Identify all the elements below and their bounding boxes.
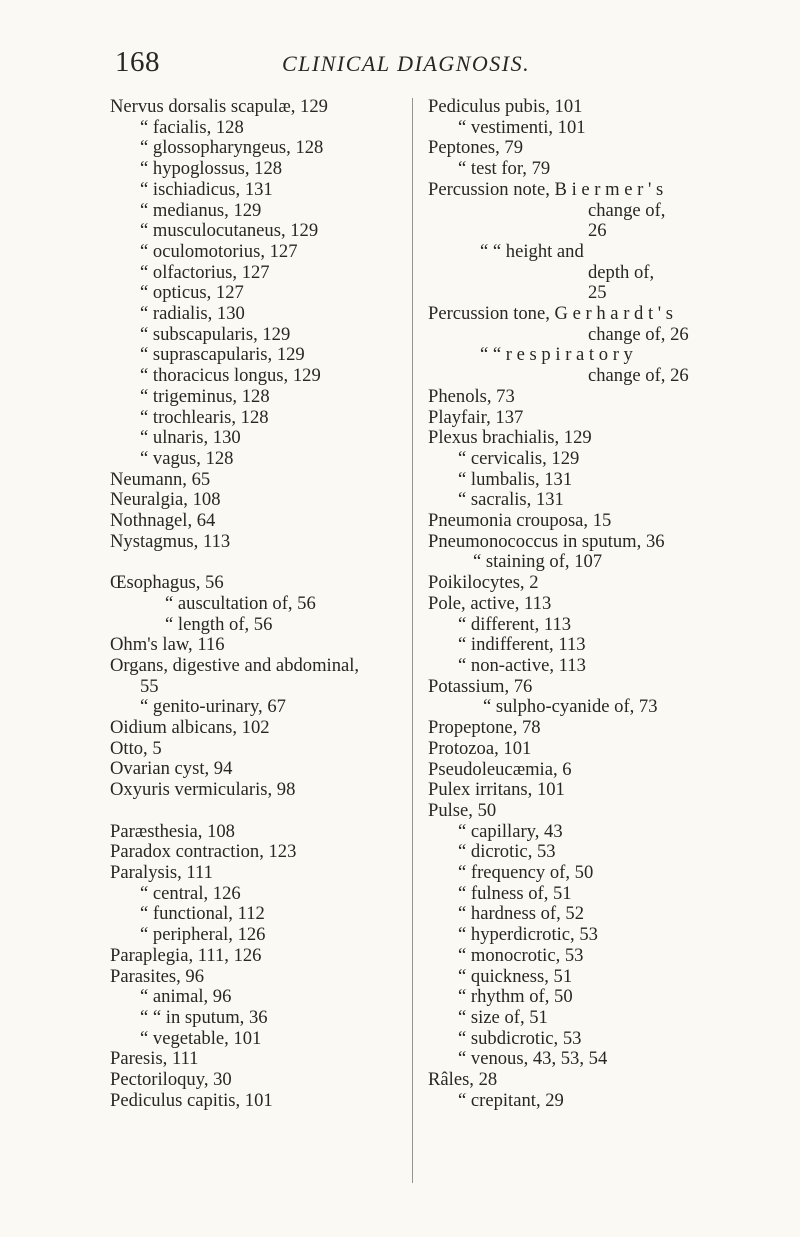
index-entry: Pneumonia crouposa, 15 bbox=[428, 510, 612, 532]
index-entry: “ suprascapularis, 129 bbox=[140, 344, 305, 366]
index-entry: “ venous, 43, 53, 54 bbox=[458, 1048, 608, 1070]
page-number: 168 bbox=[115, 46, 160, 78]
index-entry: Otto, 5 bbox=[110, 737, 162, 759]
column-divider bbox=[412, 98, 413, 1183]
index-entry: Phenols, 73 bbox=[428, 385, 515, 407]
index-entry: Râles, 28 bbox=[428, 1069, 498, 1091]
index-entry: “ frequency of, 50 bbox=[458, 862, 594, 884]
index-entry: “ animal, 96 bbox=[140, 986, 232, 1008]
index-entry: “ quickness, 51 bbox=[458, 965, 573, 987]
index-entry: Percussion tone, G e r h a r d t ' s bbox=[428, 303, 674, 325]
index-entry: “ hyperdicrotic, 53 bbox=[458, 924, 598, 946]
index-entry: “ test for, 79 bbox=[458, 158, 551, 180]
index-entry: “ trigeminus, 128 bbox=[140, 385, 270, 407]
index-entry: “ capillary, 43 bbox=[458, 820, 563, 842]
index-entry: “ radialis, 130 bbox=[140, 303, 245, 325]
index-entry: “ rhythm of, 50 bbox=[458, 986, 573, 1008]
index-entry: “ peripheral, 126 bbox=[140, 924, 266, 946]
index-entry: change of, bbox=[588, 199, 666, 221]
index-entry: Poikilocytes, 2 bbox=[428, 572, 539, 594]
index-entry: Paræsthesia, 108 bbox=[110, 820, 235, 842]
index-entry: “ medianus, 129 bbox=[140, 199, 262, 221]
index-entry: “ length of, 56 bbox=[165, 613, 273, 635]
index-entry: Nothnagel, 64 bbox=[110, 510, 216, 532]
index-entry: Playfair, 137 bbox=[428, 406, 524, 428]
index-entry: change of, 26 bbox=[588, 323, 689, 345]
index-entry: “ “ in sputum, 36 bbox=[140, 1006, 268, 1028]
index-entry: Nystagmus, 113 bbox=[110, 530, 231, 552]
index-entry: “ vestimenti, 101 bbox=[458, 116, 586, 138]
index-entry: Pneumonococcus in sputum, 36 bbox=[428, 530, 665, 552]
index-entry: “ central, 126 bbox=[140, 882, 241, 904]
index-entry: “ lumbalis, 131 bbox=[458, 468, 573, 490]
index-column-right bbox=[428, 97, 766, 1111]
index-entry: Pediculus capitis, 101 bbox=[110, 1089, 273, 1111]
index-entry: change of, 26 bbox=[588, 365, 689, 387]
index-entry: Organs, digestive and abdominal, bbox=[110, 654, 360, 676]
index-entry: 26 bbox=[588, 220, 607, 242]
index-entry: “ indifferent, 113 bbox=[458, 634, 586, 656]
index-entry: Paresis, 111 bbox=[110, 1048, 199, 1070]
index-entry: Pectoriloquy, 30 bbox=[110, 1069, 232, 1091]
index-entry: “ size of, 51 bbox=[458, 1006, 548, 1028]
index-entry: “ fulness of, 51 bbox=[458, 882, 572, 904]
index-entry: Nervus dorsalis scapulæ, 129 bbox=[110, 96, 328, 117]
section-gap bbox=[110, 801, 405, 822]
section-gap bbox=[110, 552, 405, 573]
index-entry: Protozoa, 101 bbox=[428, 737, 532, 759]
index-entry: “ vegetable, 101 bbox=[140, 1027, 262, 1049]
index-entry: “ sacralis, 131 bbox=[458, 489, 564, 511]
index-entry: Neuralgia, 108 bbox=[110, 489, 221, 511]
index-entry: “ hardness of, 52 bbox=[458, 903, 584, 925]
index-entry: Parasites, 96 bbox=[110, 965, 204, 987]
index-entry: Neumann, 65 bbox=[110, 468, 211, 490]
index-entry: “ hypoglossus, 128 bbox=[140, 158, 283, 180]
index-entry: “ glossopharyngeus, 128 bbox=[140, 137, 324, 159]
index-entry: “ “ r e s p i r a t o r y bbox=[480, 344, 633, 366]
index-entry: “ staining of, 107 bbox=[473, 551, 603, 573]
index-entry: “ ischiadicus, 131 bbox=[140, 178, 273, 200]
index-entry: Ohm's law, 116 bbox=[110, 634, 225, 656]
index-entry: “ “ height and bbox=[480, 240, 584, 262]
index-entry: “ auscultation of, 56 bbox=[165, 592, 316, 614]
page-header bbox=[0, 46, 800, 86]
index-entry: Pulse, 50 bbox=[428, 799, 497, 821]
index-entry: Potassium, 76 bbox=[428, 675, 533, 697]
index-entry: Ovarian cyst, 94 bbox=[110, 758, 233, 780]
index-entry: “ monocrotic, 53 bbox=[458, 944, 584, 966]
index-entry: Percussion note, B i e r m e r ' s bbox=[428, 178, 664, 200]
index-entry: “ non-active, 113 bbox=[458, 654, 586, 676]
index-entry: “ different, 113 bbox=[458, 613, 572, 635]
index-entry: Oxyuris vermicularis, 98 bbox=[110, 779, 296, 801]
index-entry: Œsophagus, 56 bbox=[110, 572, 224, 594]
index-entry: “ oculomotorius, 127 bbox=[140, 240, 298, 262]
index-entry: Paraplegia, 111, 126 bbox=[110, 944, 262, 966]
index-entry: “ ulnaris, 130 bbox=[140, 427, 241, 449]
index-entry: “ dicrotic, 53 bbox=[458, 841, 556, 863]
index-entry: “ crepitant, 29 bbox=[458, 1089, 564, 1111]
index-entry: Pediculus pubis, 101 bbox=[428, 96, 583, 117]
index-entry: “ facialis, 128 bbox=[140, 116, 244, 138]
index-entry: “ cervicalis, 129 bbox=[458, 447, 580, 469]
index-entry: Paradox contraction, 123 bbox=[110, 841, 297, 863]
index-entry: Pulex irritans, 101 bbox=[428, 779, 565, 801]
index-entry: Oidium albicans, 102 bbox=[110, 717, 270, 739]
index-entry: Pole, active, 113 bbox=[428, 592, 552, 614]
index-entry: “ functional, 112 bbox=[140, 903, 265, 925]
index-entry: “ genito-urinary, 67 bbox=[140, 696, 286, 718]
index-entry: 25 bbox=[588, 282, 607, 304]
index-column-left bbox=[110, 97, 405, 1111]
index-entry: Paralysis, 111 bbox=[110, 861, 213, 883]
index-entry: “ olfactorius, 127 bbox=[140, 261, 270, 283]
index-entry: 55 bbox=[140, 675, 159, 697]
index-entry: depth of, bbox=[588, 261, 655, 283]
index-entry: Pseudoleucæmia, 6 bbox=[428, 758, 572, 780]
index-entry: Propeptone, 78 bbox=[428, 717, 541, 739]
index-entry: “ trochlearis, 128 bbox=[140, 406, 269, 428]
index-entry: “ subdicrotic, 53 bbox=[458, 1027, 582, 1049]
running-title: CLINICAL DIAGNOSIS. bbox=[282, 51, 531, 76]
index-entry: “ opticus, 127 bbox=[140, 282, 244, 304]
index-entry: “ sulpho-cyanide of, 73 bbox=[483, 696, 658, 718]
index-entry: Plexus brachialis, 129 bbox=[428, 427, 592, 449]
index-entry: “ musculocutaneus, 129 bbox=[140, 220, 319, 242]
index-entry: “ vagus, 128 bbox=[140, 447, 234, 469]
index-entry: “ subscapularis, 129 bbox=[140, 323, 291, 345]
index-entry: “ thoracicus longus, 129 bbox=[140, 365, 321, 387]
index-entry: Peptones, 79 bbox=[428, 137, 524, 159]
